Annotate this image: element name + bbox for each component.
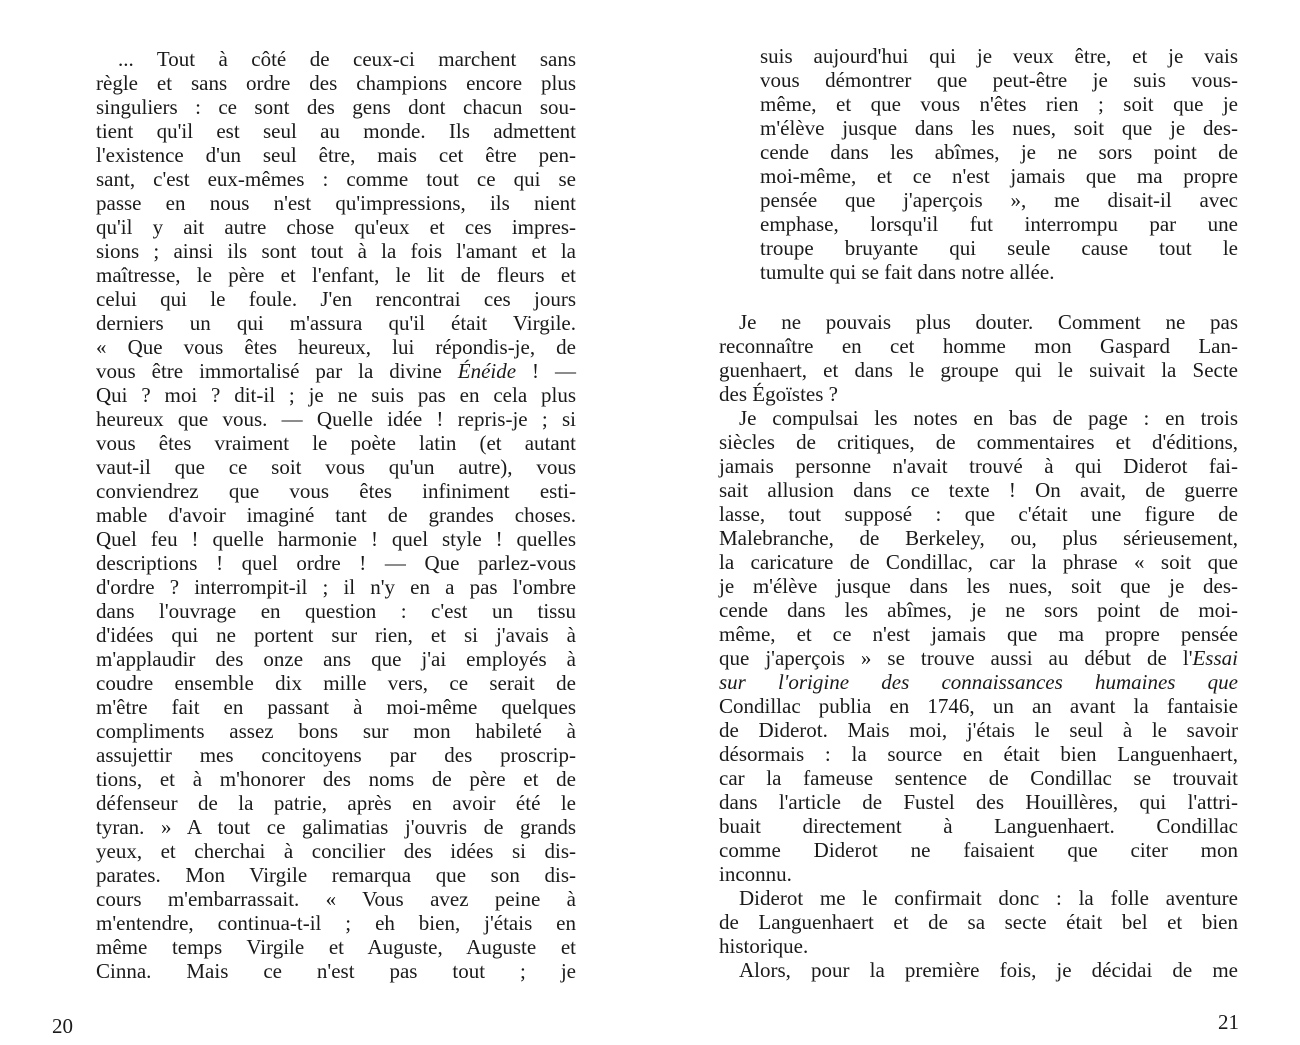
text-line: cende dans les abîmes, je ne sors point de — [760, 140, 1238, 164]
text-line: tions, et à m'honorer des noms de père et de — [96, 767, 576, 791]
text-line: tient qu'il est seul au monde. Ils admettent — [96, 119, 576, 143]
text-line: désormais : la source en était bien Languenhaert, — [719, 742, 1238, 766]
text-line: assujettir mes concitoyens par des proscrip- — [96, 743, 576, 767]
text-line: derniers un qui m'assura qu'il était Virgile. — [96, 311, 576, 335]
text-line: Malebranche, de Berkeley, ou, plus sérieusement, — [719, 526, 1238, 550]
left-page-number: 20 — [52, 1014, 73, 1038]
text-line: d'idées qui ne portent sur rien, et si j'avais à — [96, 623, 576, 647]
text-line: parates. Mon Virgile remarqua que son dis- — [96, 863, 576, 887]
text-line: celui qui le foule. J'en rencontrai ces jours — [96, 287, 576, 311]
text-line: m'être fait en passant à moi-même quelques — [96, 695, 576, 719]
text-line: Cinna. Mais ce n'est pas tout ; je — [96, 959, 576, 983]
text-line: Je ne pouvais plus douter. Comment ne pas — [739, 310, 1238, 334]
text-line: passe en nous n'est qu'impressions, ils nient — [96, 191, 576, 215]
text-line: dans l'ouvrage en question : c'est un tissu — [96, 599, 576, 623]
text-line: sait allusion dans ce texte ! On avait, de guerre — [719, 478, 1238, 502]
text-line: heureux que vous. — Quelle idée ! repris-je ; si — [96, 407, 576, 431]
text-line: buait directement à Languenhaert. Condillac — [719, 814, 1238, 838]
text-line: conviendrez que vous êtes infiniment esti- — [96, 479, 576, 503]
text-line: sur l'origine des connaissances humaines que — [719, 670, 1238, 694]
text-line: comme Diderot ne faisaient que citer mon — [719, 838, 1238, 862]
text-line: suis aujourd'hui qui je veux être, et je vais — [760, 44, 1238, 68]
text-line: yeux, et cherchai à concilier des idées si dis- — [96, 839, 576, 863]
text-line: guenhaert, et dans le groupe qui le suivait la Secte — [719, 358, 1238, 382]
text-line: qu'il y ait autre chose qu'eux et ces impres- — [96, 215, 576, 239]
text-line: m'élève jusque dans les nues, soit que je des- — [760, 116, 1238, 140]
text-line: tyran. » A tout ce galimatias j'ouvris de grands — [96, 815, 576, 839]
text-line: de Languenhaert et de sa secte était bel et bien — [719, 910, 1238, 934]
text-line: mable d'avoir imaginé tant de grandes choses. — [96, 503, 576, 527]
text-line: inconnu. — [719, 862, 792, 886]
left-page-text — [96, 47, 576, 983]
text-line: lasse, tout supposé : que c'était une figure de — [719, 502, 1238, 526]
text-line: « Que vous êtes heureux, lui répondis-je, de — [96, 335, 576, 359]
text-line: Je compulsai les notes en bas de page : en trois — [739, 406, 1238, 430]
text-line: l'existence d'un seul être, mais cet être pen- — [96, 143, 576, 167]
text-line: Quel feu ! quelle harmonie ! quel style ! quelles — [96, 527, 576, 551]
text-line: vaut-il que ce soit vous qu'un autre), vous — [96, 455, 576, 479]
text-line: vous démontrer que peut-être je suis vous- — [760, 68, 1238, 92]
text-line: tumulte qui se fait dans notre allée. — [760, 260, 1055, 284]
text-line: défenseur de la patrie, après en avoir été le — [96, 791, 576, 815]
text-line: car la fameuse sentence de Condillac se trouvait — [719, 766, 1238, 790]
right-page-body — [719, 310, 1238, 982]
text-line: cende dans les abîmes, je ne sors point de moi- — [719, 598, 1238, 622]
text-line: même temps Virgile et Auguste, Auguste et — [96, 935, 576, 959]
text-line: siècles de critiques, de commentaires et d'éditions, — [719, 430, 1238, 454]
text-line: règle et sans ordre des champions encore plus — [96, 71, 576, 95]
text-line: d'ordre ? interrompit-il ; il n'y en a pas l'ombre — [96, 575, 576, 599]
text-line: Diderot me le confirmait donc : la folle aventure — [739, 886, 1238, 910]
right-page-quote — [760, 44, 1238, 284]
text-line: historique. — [719, 934, 809, 958]
text-line: jamais personne n'avait trouvé à qui Diderot fai- — [719, 454, 1238, 478]
text-line: vous êtes vraiment le poète latin (et autant — [96, 431, 576, 455]
text-line: Alors, pour la première fois, je décidai de me — [739, 958, 1238, 982]
text-line: m'applaudir des onze ans que j'ai employés à — [96, 647, 576, 671]
text-line: même, et ce n'est jamais que ma propre pensée — [719, 622, 1238, 646]
text-line: cours m'embarrassait. « Vous avez peine à — [96, 887, 576, 911]
text-line: maîtresse, le père et l'enfant, le lit de fleurs et — [96, 263, 576, 287]
text-line: emphase, lorsqu'il fut interrompu par une — [760, 212, 1238, 236]
text-line: dans l'article de Fustel des Houillères, qui l'attri- — [719, 790, 1238, 814]
text-line: je m'élève jusque dans les nues, soit que je des- — [719, 574, 1238, 598]
text-line: coudre ensemble dix mille vers, ce serait de — [96, 671, 576, 695]
text-line: des Égoïstes ? — [719, 382, 838, 406]
text-line: même, et que vous n'êtes rien ; soit que je — [760, 92, 1238, 116]
right-page-number: 21 — [1218, 1010, 1239, 1034]
text-line: m'entendre, continua-t-il ; eh bien, j'étais en — [96, 911, 576, 935]
text-line: vous être immortalisé par la divine Énéide ! — — [96, 359, 576, 383]
text-line: reconnaître en cet homme mon Gaspard Lan- — [719, 334, 1238, 358]
text-line: descriptions ! quel ordre ! — Que parlez-vous — [96, 551, 576, 575]
text-line: sant, c'est eux-mêmes : comme tout ce qui se — [96, 167, 576, 191]
text-line: singuliers : ce sont des gens dont chacun sou- — [96, 95, 576, 119]
text-line: troupe bruyante qui seule cause tout le — [760, 236, 1238, 260]
text-line: de Diderot. Mais moi, j'étais le seul à le savoir — [719, 718, 1238, 742]
text-line: sions ; ainsi ils sont tout à la fois l'amant et la — [96, 239, 576, 263]
text-line: Qui ? moi ? dit-il ; je ne suis pas en cela plus — [96, 383, 576, 407]
text-line: pensée que j'aperçois », me disait-il avec — [760, 188, 1238, 212]
text-line: compliments assez bons sur mon habileté à — [96, 719, 576, 743]
text-line: que j'aperçois » se trouve aussi au début de l'Essai — [719, 646, 1238, 670]
text-line: moi-même, et ce n'est jamais que ma propre — [760, 164, 1238, 188]
text-line: ... Tout à côté de ceux-ci marchent sans — [118, 47, 576, 71]
text-line: Condillac publia en 1746, un an avant la fantaisie — [719, 694, 1238, 718]
text-line: la caricature de Condillac, car la phrase « soit que — [719, 550, 1238, 574]
